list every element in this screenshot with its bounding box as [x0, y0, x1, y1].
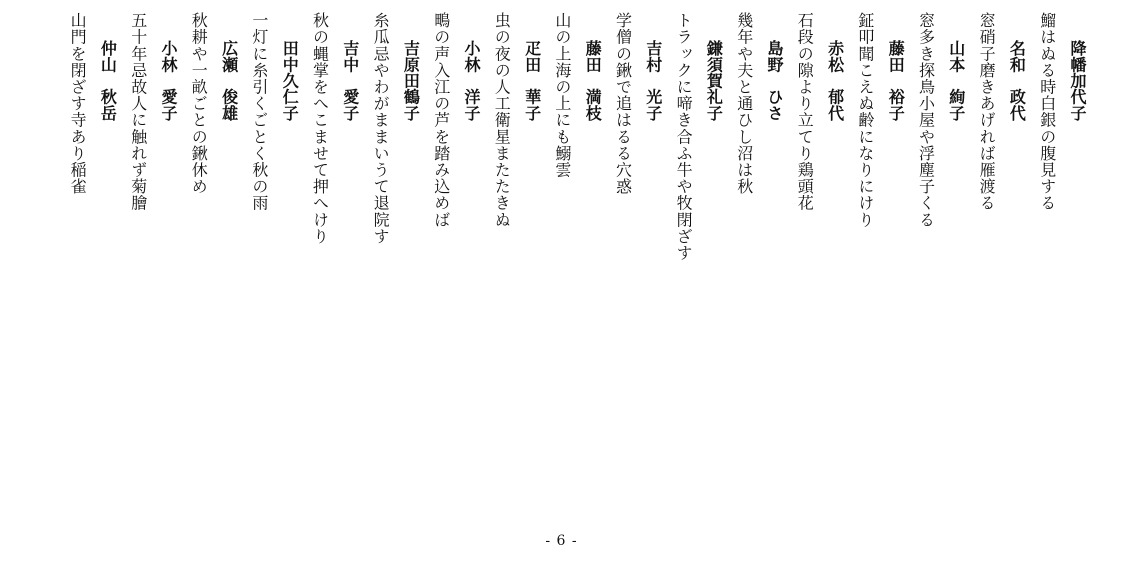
haiku-author: 藤田 満枝 — [583, 40, 603, 121]
haiku-text: 糸瓜忌やわがままいうて退院す — [371, 12, 391, 245]
haiku-text: 幾年や夫と通ひし沼は秋 — [734, 12, 754, 195]
haiku-text: 窓多き探鳥小屋や浮塵子くる — [916, 12, 936, 228]
haiku-text: 鉦叩聞こえぬ齢になりにけり — [855, 12, 875, 228]
haiku-text: 学僧の鍬で追はるる穴惑 — [613, 12, 633, 195]
haiku-author: 山本 絢子 — [946, 40, 966, 121]
haiku-author: 吉原田鶴子 — [401, 40, 421, 121]
haiku-author: 広瀬 俊雄 — [219, 40, 239, 121]
haiku-author: 疋田 華子 — [522, 40, 542, 121]
haiku-text: 秋の蝿掌をへこませて押へけり — [310, 12, 330, 245]
haiku-author: 吉中 愛子 — [340, 40, 360, 121]
haiku-text: 石段の隙より立てり鶏頭花 — [795, 12, 815, 212]
haiku-text: 鰡はぬる時白銀の腹見する — [1037, 12, 1057, 212]
haiku-text: 鴫の声入江の芦を踏み込めば — [431, 12, 451, 228]
haiku-text: トラックに啼き合ふ牛や牧閉ざす — [674, 12, 694, 261]
haiku-text: 山の上海の上にも鰯雲 — [552, 12, 572, 178]
haiku-text: 五十年忌故人に触れず菊膾 — [128, 12, 148, 212]
haiku-author: 田中久仁子 — [280, 40, 300, 121]
haiku-text: 山門を閉ざす寺あり稲雀 — [68, 12, 88, 195]
page-number: - 6 - — [545, 533, 578, 549]
haiku-author: 小林 愛子 — [159, 40, 178, 121]
haiku-text: 窓硝子磨きあげれば雁渡る — [977, 12, 997, 212]
haiku-author: 赤松 郁代 — [825, 40, 845, 121]
haiku-author: 鎌須賀礼子 — [704, 40, 724, 121]
haiku-text: 秋耕や一畝ごとの鍬休め — [189, 12, 209, 195]
haiku-author: 小林 洋子 — [462, 40, 481, 121]
haiku-author: 島野 ひさ — [765, 40, 784, 121]
haiku-author: 降幡加代子 — [1068, 40, 1087, 121]
haiku-text: 一灯に糸引くごとく秋の雨 — [249, 12, 269, 212]
haiku-author: 吉村 光子 — [643, 40, 663, 121]
haiku-author: 仲山 秋岳 — [98, 40, 118, 121]
haiku-author: 名和 政代 — [1007, 40, 1027, 121]
haiku-text: 虫の夜の人工衛星またたきぬ — [492, 12, 512, 228]
haiku-author: 藤田 裕子 — [886, 40, 906, 121]
